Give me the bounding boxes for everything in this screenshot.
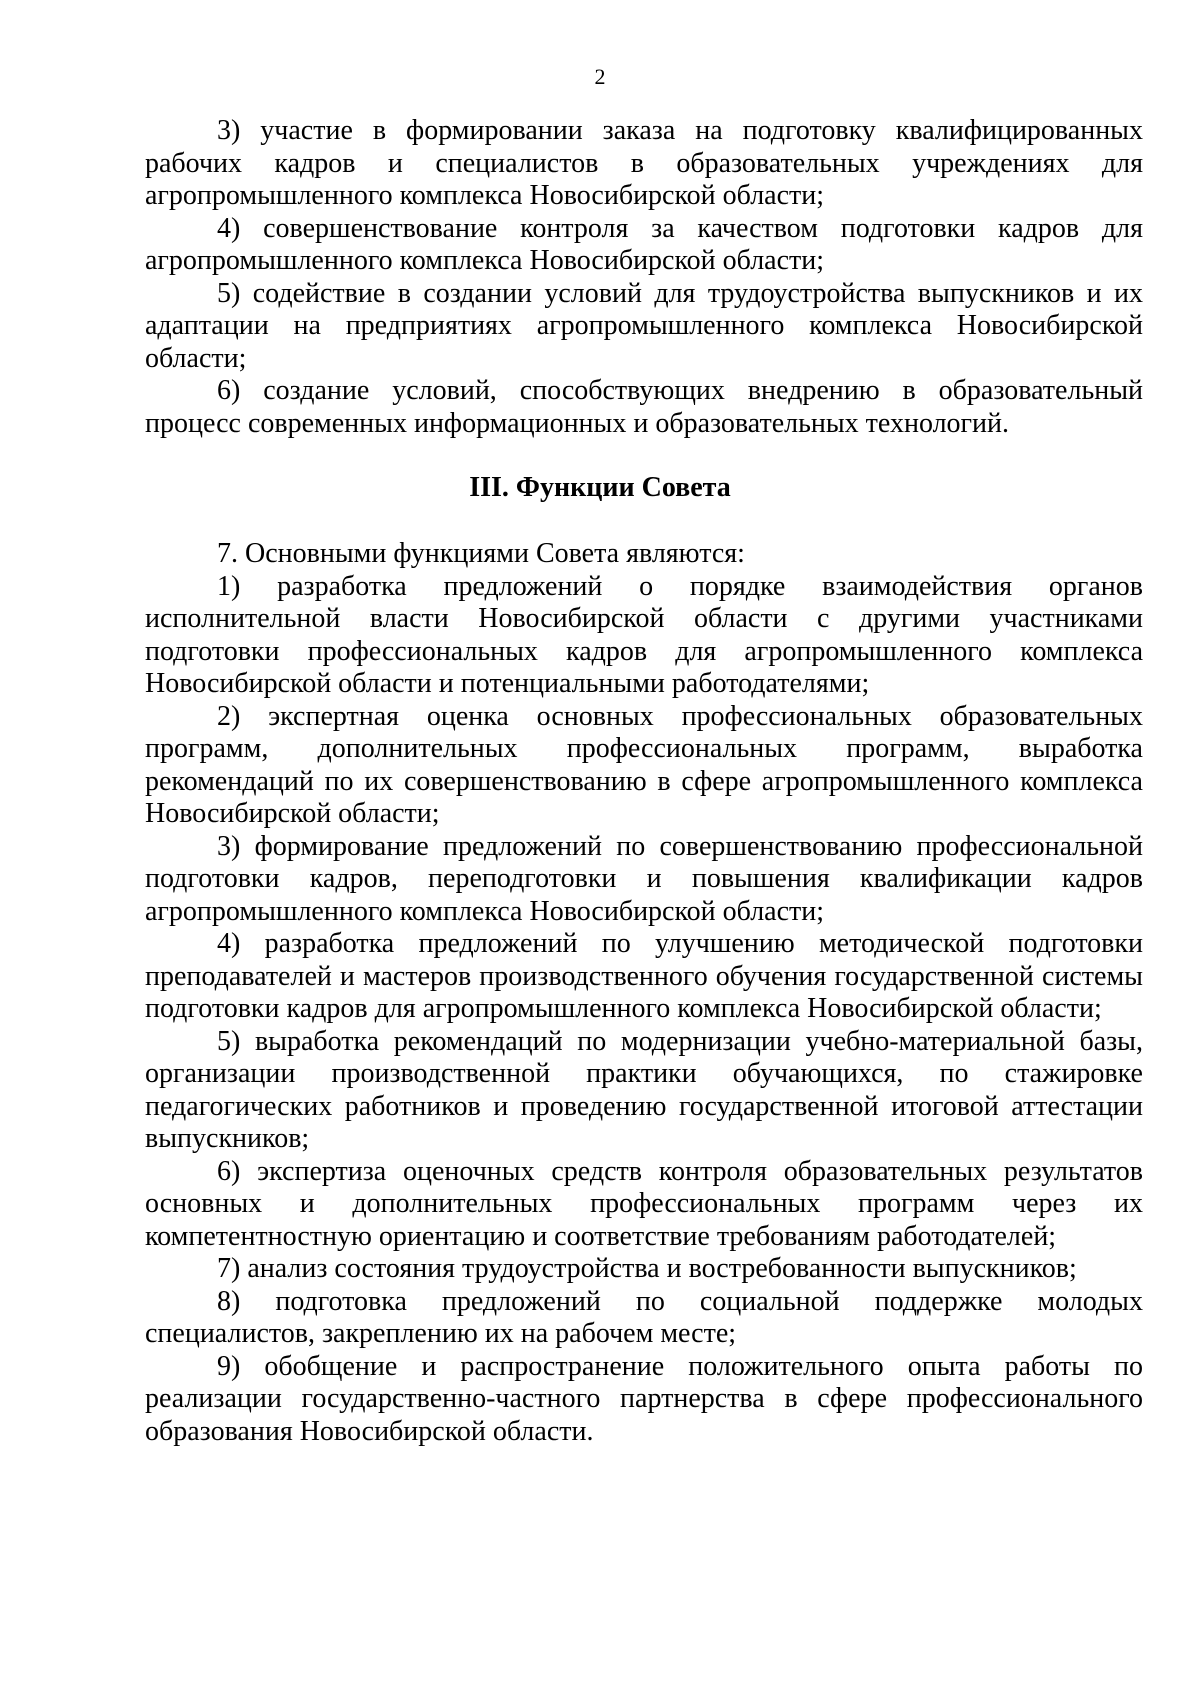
section-intro: 7. Основными функциями Совета являются: [217, 538, 745, 569]
function-item: 1) разработка предложений о порядке взаимодействия органов исполнительной власти Новосибирской области с другими участниками подготовки профессиональных кадров для агропромышленного комплекса Новосибирской области и потенциальными работодателями; [145, 570, 1143, 699]
function-item: 7) анализ состояния трудоустройства и востребованности выпускников; [217, 1253, 1077, 1284]
function-item: 3) формирование предложений по совершенствованию профессиональной подготовки кадров, переподготовки и повышения квалификации кадров агропромышленного комплекса Новосибирской области; [145, 830, 1143, 927]
section-heading: III. Функции Совета [469, 472, 731, 503]
tasks-list [145, 115, 1143, 440]
function-item: 2) экспертная оценка основных профессиональных образовательных программ, дополнительных профессиональных программ, выработка рекомендаций по их совершенствованию в сфере агропромышленного комплекса Новосибирской области; [145, 700, 1143, 829]
page-number: 2 [594, 64, 606, 89]
task-item: 3) участие в формировании заказа на подготовку квалифицированных рабочих кадров и специалистов в образовательных учреждениях для агропромышленного комплекса Новосибирской области; [145, 115, 1143, 211]
function-item: 5) выработка рекомендаций по модернизации учебно-материальной базы, организации производственной практики обучающихся, по стажировке педагогических работников и проведению государственной итоговой аттестации выпускников; [145, 1025, 1143, 1154]
function-item: 8) подготовка предложений по социальной поддержке молодых специалистов, закреплению их на рабочем месте; [145, 1285, 1143, 1349]
functions-list [145, 538, 1143, 1448]
task-item: 6) создание условий, способствующих внедрению в образовательный процесс современных информационных и образовательных технологий. [145, 375, 1143, 439]
function-item: 4) разработка предложений по улучшению методической подготовки преподавателей и мастеров производственного обучения государственной системы подготовки кадров для агропромышленного комплекса Новосибирской области; [145, 928, 1143, 1024]
task-item: 4) совершенствование контроля за качеством подготовки кадров для агропромышленного комплекса Новосибирской области; [145, 212, 1143, 276]
task-item: 5) содействие в создании условий для трудоустройства выпускников и их адаптации на предприятиях агропромышленного комплекса Новосибирской области; [145, 277, 1143, 374]
function-item: 9) обобщение и распространение положительного опыта работы по реализации государственно-частного партнерства в сфере профессионального образования Новосибирской области. [145, 1350, 1143, 1447]
function-item: 6) экспертиза оценочных средств контроля образовательных результатов основных и дополнительных профессиональных программ через их компетентностную ориентацию и соответствие требованиям работодателей; [145, 1155, 1143, 1252]
